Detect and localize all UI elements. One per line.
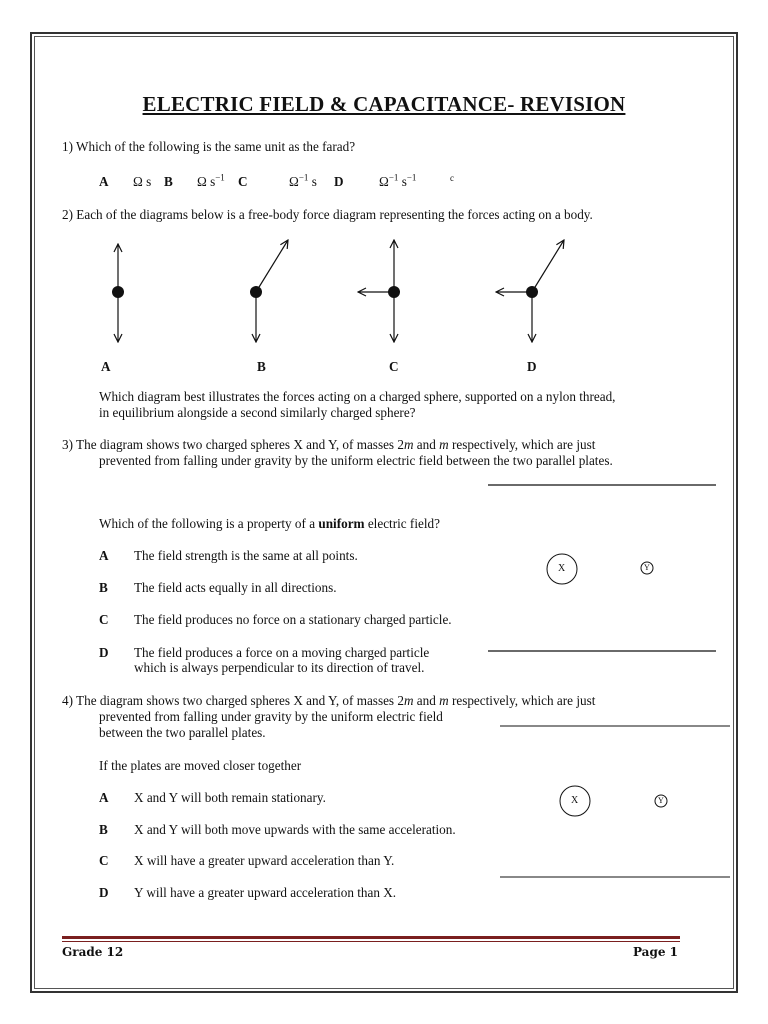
q4-option-d-letter: D bbox=[99, 885, 109, 900]
q4-sphere-y-label: Y bbox=[658, 796, 664, 805]
q2-question: 2) Each of the diagrams below is a free-body force diagram representing the forces acting on a body. bbox=[62, 207, 593, 222]
q4-sphere-x-label: X bbox=[571, 795, 579, 806]
diagram-d bbox=[496, 240, 564, 342]
q2-label-c: C bbox=[389, 359, 399, 374]
q2-label-b: B bbox=[257, 359, 266, 374]
q4-option-b-text: X and Y will both move upwards with the same acceleration. bbox=[134, 822, 456, 837]
q3-option-b-letter: B bbox=[99, 580, 108, 595]
q3-option-d-text2: which is always perpendicular to its direction of travel. bbox=[134, 660, 425, 675]
q4-line1: 4) The diagram shows two charged spheres X and Y, of masses 2m and m respectively, which are just bbox=[62, 693, 596, 708]
footer-rule-thin bbox=[62, 941, 680, 942]
q1-stray-mark: c bbox=[450, 173, 454, 183]
diagram-c bbox=[358, 240, 400, 342]
q4-prompt: If the plates are moved closer together bbox=[99, 758, 302, 773]
q1-option-b-letter: B bbox=[164, 174, 173, 189]
q1-question: 1) Which of the following is the same unit as the farad? bbox=[62, 139, 356, 154]
q3-option-d-letter: D bbox=[99, 645, 109, 660]
q3-option-c-text: The field produces no force on a stationary charged particle. bbox=[134, 612, 452, 627]
q3-option-c-letter: C bbox=[99, 612, 109, 627]
diagram-b bbox=[250, 240, 288, 342]
q3-option-b-text: The field acts equally in all directions. bbox=[134, 580, 337, 595]
q1-option-d-unit: $\Omega^{-1}$ $s^{-1}$ bbox=[379, 172, 417, 189]
q4-option-a-text: X and Y will both remain stationary. bbox=[134, 790, 326, 805]
q3-option-d-text: The field produces a force on a moving charged particle bbox=[134, 645, 430, 660]
page-title: ELECTRIC FIELD & CAPACITANCE- REVISION bbox=[142, 92, 626, 116]
q3-prompt: Which of the following is a property of a uniform electric field? bbox=[99, 516, 440, 531]
q3-sphere-y-label: Y bbox=[644, 563, 650, 572]
footer-grade: Grade 12 bbox=[62, 945, 124, 959]
q3-option-a-text: The field strength is the same at all points. bbox=[134, 548, 358, 563]
q2-label-a: A bbox=[101, 359, 111, 374]
q4-option-b-letter: B bbox=[99, 822, 108, 837]
q4-line2: prevented from falling under gravity by the uniform electric field bbox=[99, 709, 443, 724]
q4-line3: between the two parallel plates. bbox=[99, 725, 266, 740]
q2-line2: in equilibrium alongside a second similarly charged sphere? bbox=[99, 405, 416, 420]
q1-option-b-unit: Ω $s^{-1}$ bbox=[197, 172, 225, 189]
q3-sphere-x-label: X bbox=[558, 563, 566, 574]
q1-option-a-letter: A bbox=[99, 174, 109, 189]
q4-option-c-letter: C bbox=[99, 853, 109, 868]
q3-line1: 3) The diagram shows two charged spheres X and Y, of masses 2m and m respectively, which are just bbox=[62, 437, 596, 452]
q3-line2: prevented from falling under gravity by the uniform electric field between the two parallel plates. bbox=[99, 453, 613, 468]
q1-option-a-unit: Ω s bbox=[133, 174, 152, 189]
footer-page-number: Page 1 bbox=[632, 945, 678, 959]
diagram-a bbox=[112, 244, 124, 342]
q4-option-c-text: X will have a greater upward acceleration than Y. bbox=[134, 853, 395, 868]
q1-option-c-unit: $\Omega^{-1}$ s bbox=[289, 172, 317, 189]
q4-option-d-text: Y will have a greater upward acceleration than X. bbox=[134, 885, 397, 900]
q4-option-a-letter: A bbox=[99, 790, 109, 805]
q3-option-a-letter: A bbox=[99, 548, 109, 563]
footer-rule bbox=[62, 936, 680, 939]
q2-label-d: D bbox=[527, 359, 537, 374]
q2-line1: Which diagram best illustrates the forces acting on a charged sphere, supported on a nylon thread, bbox=[99, 389, 616, 404]
q1-option-c-letter: C bbox=[238, 174, 248, 189]
q1-option-d-letter: D bbox=[334, 174, 344, 189]
